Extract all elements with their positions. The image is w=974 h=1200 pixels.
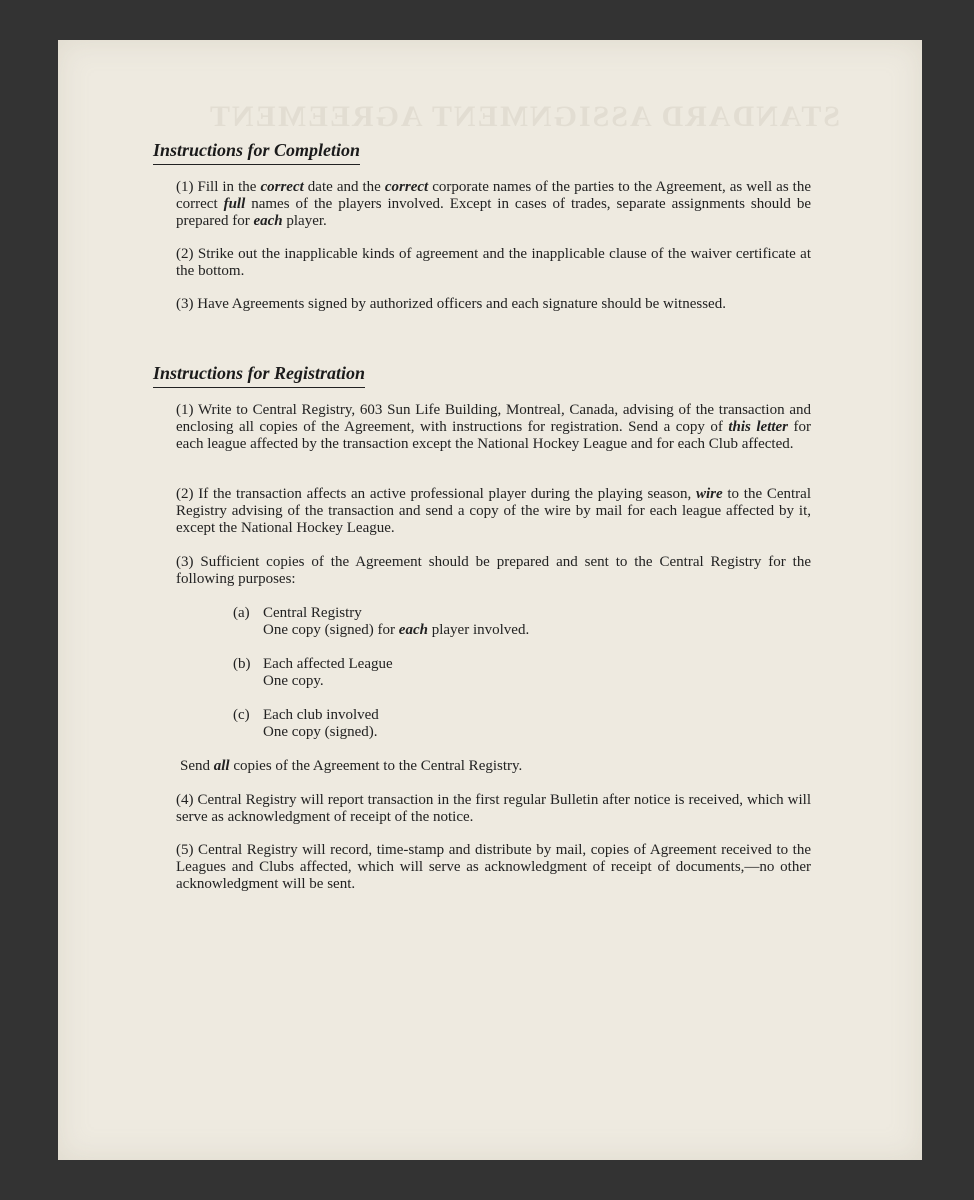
purpose-item-a: (a) Central Registry One copy (signed) for each player involved. (233, 605, 530, 638)
completion-heading: Instructions for Completion (153, 140, 360, 165)
purpose-item-b: (b) Each affected League One copy. (233, 656, 393, 689)
bleed-through-text: STANDARD ASSIGNMENT AGREEMENT (208, 100, 840, 133)
completion-paragraph-2: (2) Strike out the inapplicable kinds of agreement and the inapplicable clause of the waiver certificate at the bottom. (176, 246, 811, 279)
completion-paragraph-1: (1) Fill in the correct date and the correct corporate names of the parties to the Agreement, as well as the correct full names of the players involved. Except in cases of trades, separate assignments should be prepared for each player. (176, 179, 812, 229)
completion-paragraph-3: (3) Have Agreements signed by authorized officers and each signature should be witnessed. (176, 296, 726, 312)
registration-paragraph-4: (4) Central Registry will report transaction in the first regular Bulletin after notice is received, which will serve as acknowledgment of receipt of the notice. (176, 792, 811, 825)
registration-paragraph-2: (2) If the transaction affects an active professional player during the playing season, wire to the Central Registry advising of the transaction and send a copy of the wire by mail for each league affected by it, except the National Hockey League. (176, 486, 811, 536)
registration-heading: Instructions for Registration (153, 363, 365, 388)
purpose-label: (a) (233, 605, 250, 621)
purpose-item-c: (c) Each club involved One copy (signed). (233, 707, 379, 740)
registration-paragraph-5: (5) Central Registry will record, time-stamp and distribute by mail, copies of Agreement received to the Leagues and Clubs affected, which will serve as acknowledgment of receipt of documents,—no other acknowledgment will be sent. (176, 842, 811, 892)
registration-paragraph-1: (1) Write to Central Registry, 603 Sun Life Building, Montreal, Canada, advising of the transaction and enclosing all copies of the Agreement, with instructions for registration. Send a copy of this letter for each league affected by the transaction except the National Hockey League and for each Club affected. (176, 402, 811, 452)
purpose-label: (c) (233, 707, 250, 723)
registration-paragraph-3: (3) Sufficient copies of the Agreement should be prepared and sent to the Central Registry for the following purposes: (176, 554, 811, 587)
purpose-label: (b) (233, 656, 251, 672)
document-page (58, 40, 922, 1160)
send-all-line: Send all copies of the Agreement to the Central Registry. (180, 758, 523, 774)
